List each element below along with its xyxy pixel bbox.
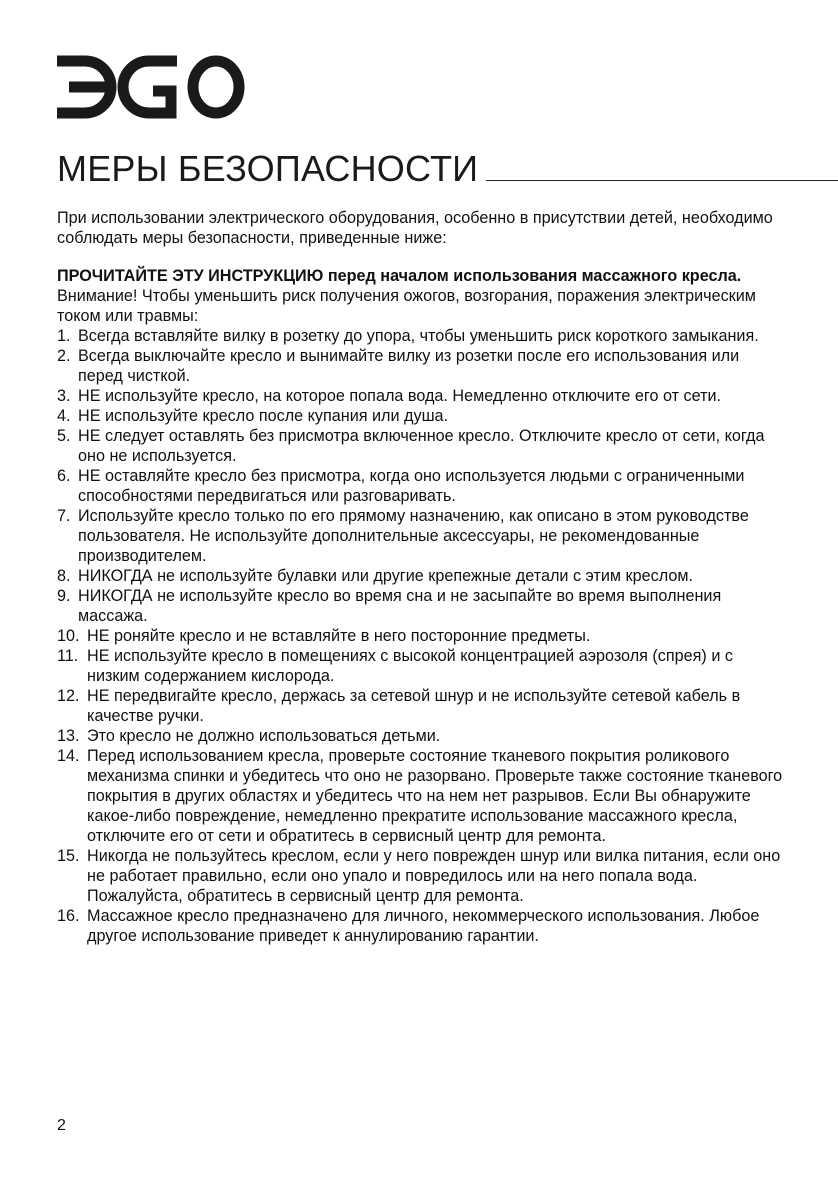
title-rule (486, 180, 838, 181)
list-item-number: 11. (57, 647, 79, 665)
list-item-text: Всегда выключайте кресло и вынимайте вилку из розетки после его использования или перед чисткой. (78, 347, 740, 385)
list-item-text: НЕ оставляйте кресло без присмотра, когда оно используется людьми с ограниченными способностями передвигаться или разговаривать. (78, 467, 745, 505)
list-item-text: Всегда вставляйте вилку в розетку до упора, чтобы уменьшить риск короткого замыкания. (78, 327, 759, 345)
list-item-text: НЕ роняйте кресло и не вставляйте в него посторонние предметы. (87, 627, 591, 645)
content (57, 208, 785, 946)
list-item-text: Используйте кресло только по его прямому назначению, как описано в этом руководстве пользователя. Не используйте дополнительные аксессуары, не рекомендованные производителем. (78, 507, 749, 565)
list-item (57, 566, 785, 586)
list-item (57, 686, 785, 726)
safety-list (57, 326, 785, 946)
list-item-number: 14. (57, 747, 80, 765)
list-item-number: 1. (57, 327, 71, 345)
intro-paragraph: При использовании электрического оборудования, особенно в присутствии детей, необходимо соблюдать меры безопасности, приведенные ниже: (57, 209, 773, 247)
page-number: 2 (57, 1117, 66, 1134)
list-item-number: 5. (57, 427, 71, 445)
list-item-number: 12. (57, 687, 80, 705)
list-item-text: Массажное кресло предназначено для личного, некоммерческого использования. Любое другое использование приведет к аннулированию гарантии. (87, 907, 760, 945)
list-item (57, 326, 785, 346)
list-item (57, 646, 785, 686)
list-item-text: Никогда не пользуйтесь креслом, если у него поврежден шнур или вилка питания, если оно не работает правильно, если оно упало и повредилось или на него попала вода. Пожалуйста, обратитесь в сервисный центр для ремонта. (87, 847, 781, 905)
warning-paragraph: Внимание! Чтобы уменьшить риск получения ожогов, возгорания, поражения электрическим током или травмы: (57, 287, 756, 325)
list-item (57, 906, 785, 946)
list-item-number: 2. (57, 347, 71, 365)
list-item-number: 6. (57, 467, 71, 485)
list-item-number: 9. (57, 587, 71, 605)
list-item-number: 8. (57, 567, 71, 585)
list-item-number: 4. (57, 407, 71, 425)
list-item (57, 426, 785, 466)
list-item-text: НЕ передвигайте кресло, держась за сетевой шнур и не используйте сетевой кабель в качестве ручки. (87, 687, 741, 725)
list-item-number: 15. (57, 847, 80, 865)
list-item-text: НИКОГДА не используйте кресло во время сна и не засыпайте во время выполнения массажа. (78, 587, 722, 625)
list-item-text: Перед использованием кресла, проверьте состояние тканевого покрытия роликового механизма спинки и убедитесь что оно не разорвано. Проверьте также состояние тканевого покрытия в других областях и убедитесь что на нем нет разрывов. Если Вы обнаружите какое-либо повреждение, немедленно прекратите использование массажного кресла, отключите его от сети и обратитесь в сервисный центр для ремонта. (87, 747, 783, 845)
list-item (57, 386, 785, 406)
list-item (57, 846, 785, 906)
page-title: МЕРЫ БЕЗОПАСНОСТИ (57, 148, 479, 189)
list-item-text: НИКОГДА не используйте булавки или другие крепежные детали с этим креслом. (78, 567, 693, 585)
list-item (57, 466, 785, 506)
list-item-text: НЕ используйте кресло, на которое попала вода. Немедленно отключите его от сети. (78, 387, 722, 405)
list-item-number: 10. (57, 627, 80, 645)
list-item (57, 506, 785, 566)
list-item-text: НЕ следует оставлять без присмотра включенное кресло. Отключите кресло от сети, когда оно не используется. (78, 427, 765, 465)
instruction-heading: ПРОЧИТАЙТЕ ЭТУ ИНСТРУКЦИЮ перед началом использования массажного кресла. (57, 267, 742, 285)
list-item-text: НЕ используйте кресло в помещениях с высокой концентрацией аэрозоля (спрея) и с низким содержанием кислорода. (87, 647, 733, 685)
list-item (57, 586, 785, 626)
list-item-number: 13. (57, 727, 80, 745)
brand-logo (55, 55, 245, 119)
title-row (57, 140, 838, 190)
list-item (57, 726, 785, 746)
list-item-text: Это кресло не должно использоваться детьми. (87, 727, 441, 745)
list-item-number: 16. (57, 907, 80, 925)
list-item-number: 3. (57, 387, 71, 405)
list-item (57, 626, 785, 646)
list-item-number: 7. (57, 507, 71, 525)
list-item (57, 746, 785, 846)
list-item-text: НЕ используйте кресло после купания или душа. (78, 407, 449, 425)
list-item (57, 346, 785, 386)
list-item (57, 406, 785, 426)
